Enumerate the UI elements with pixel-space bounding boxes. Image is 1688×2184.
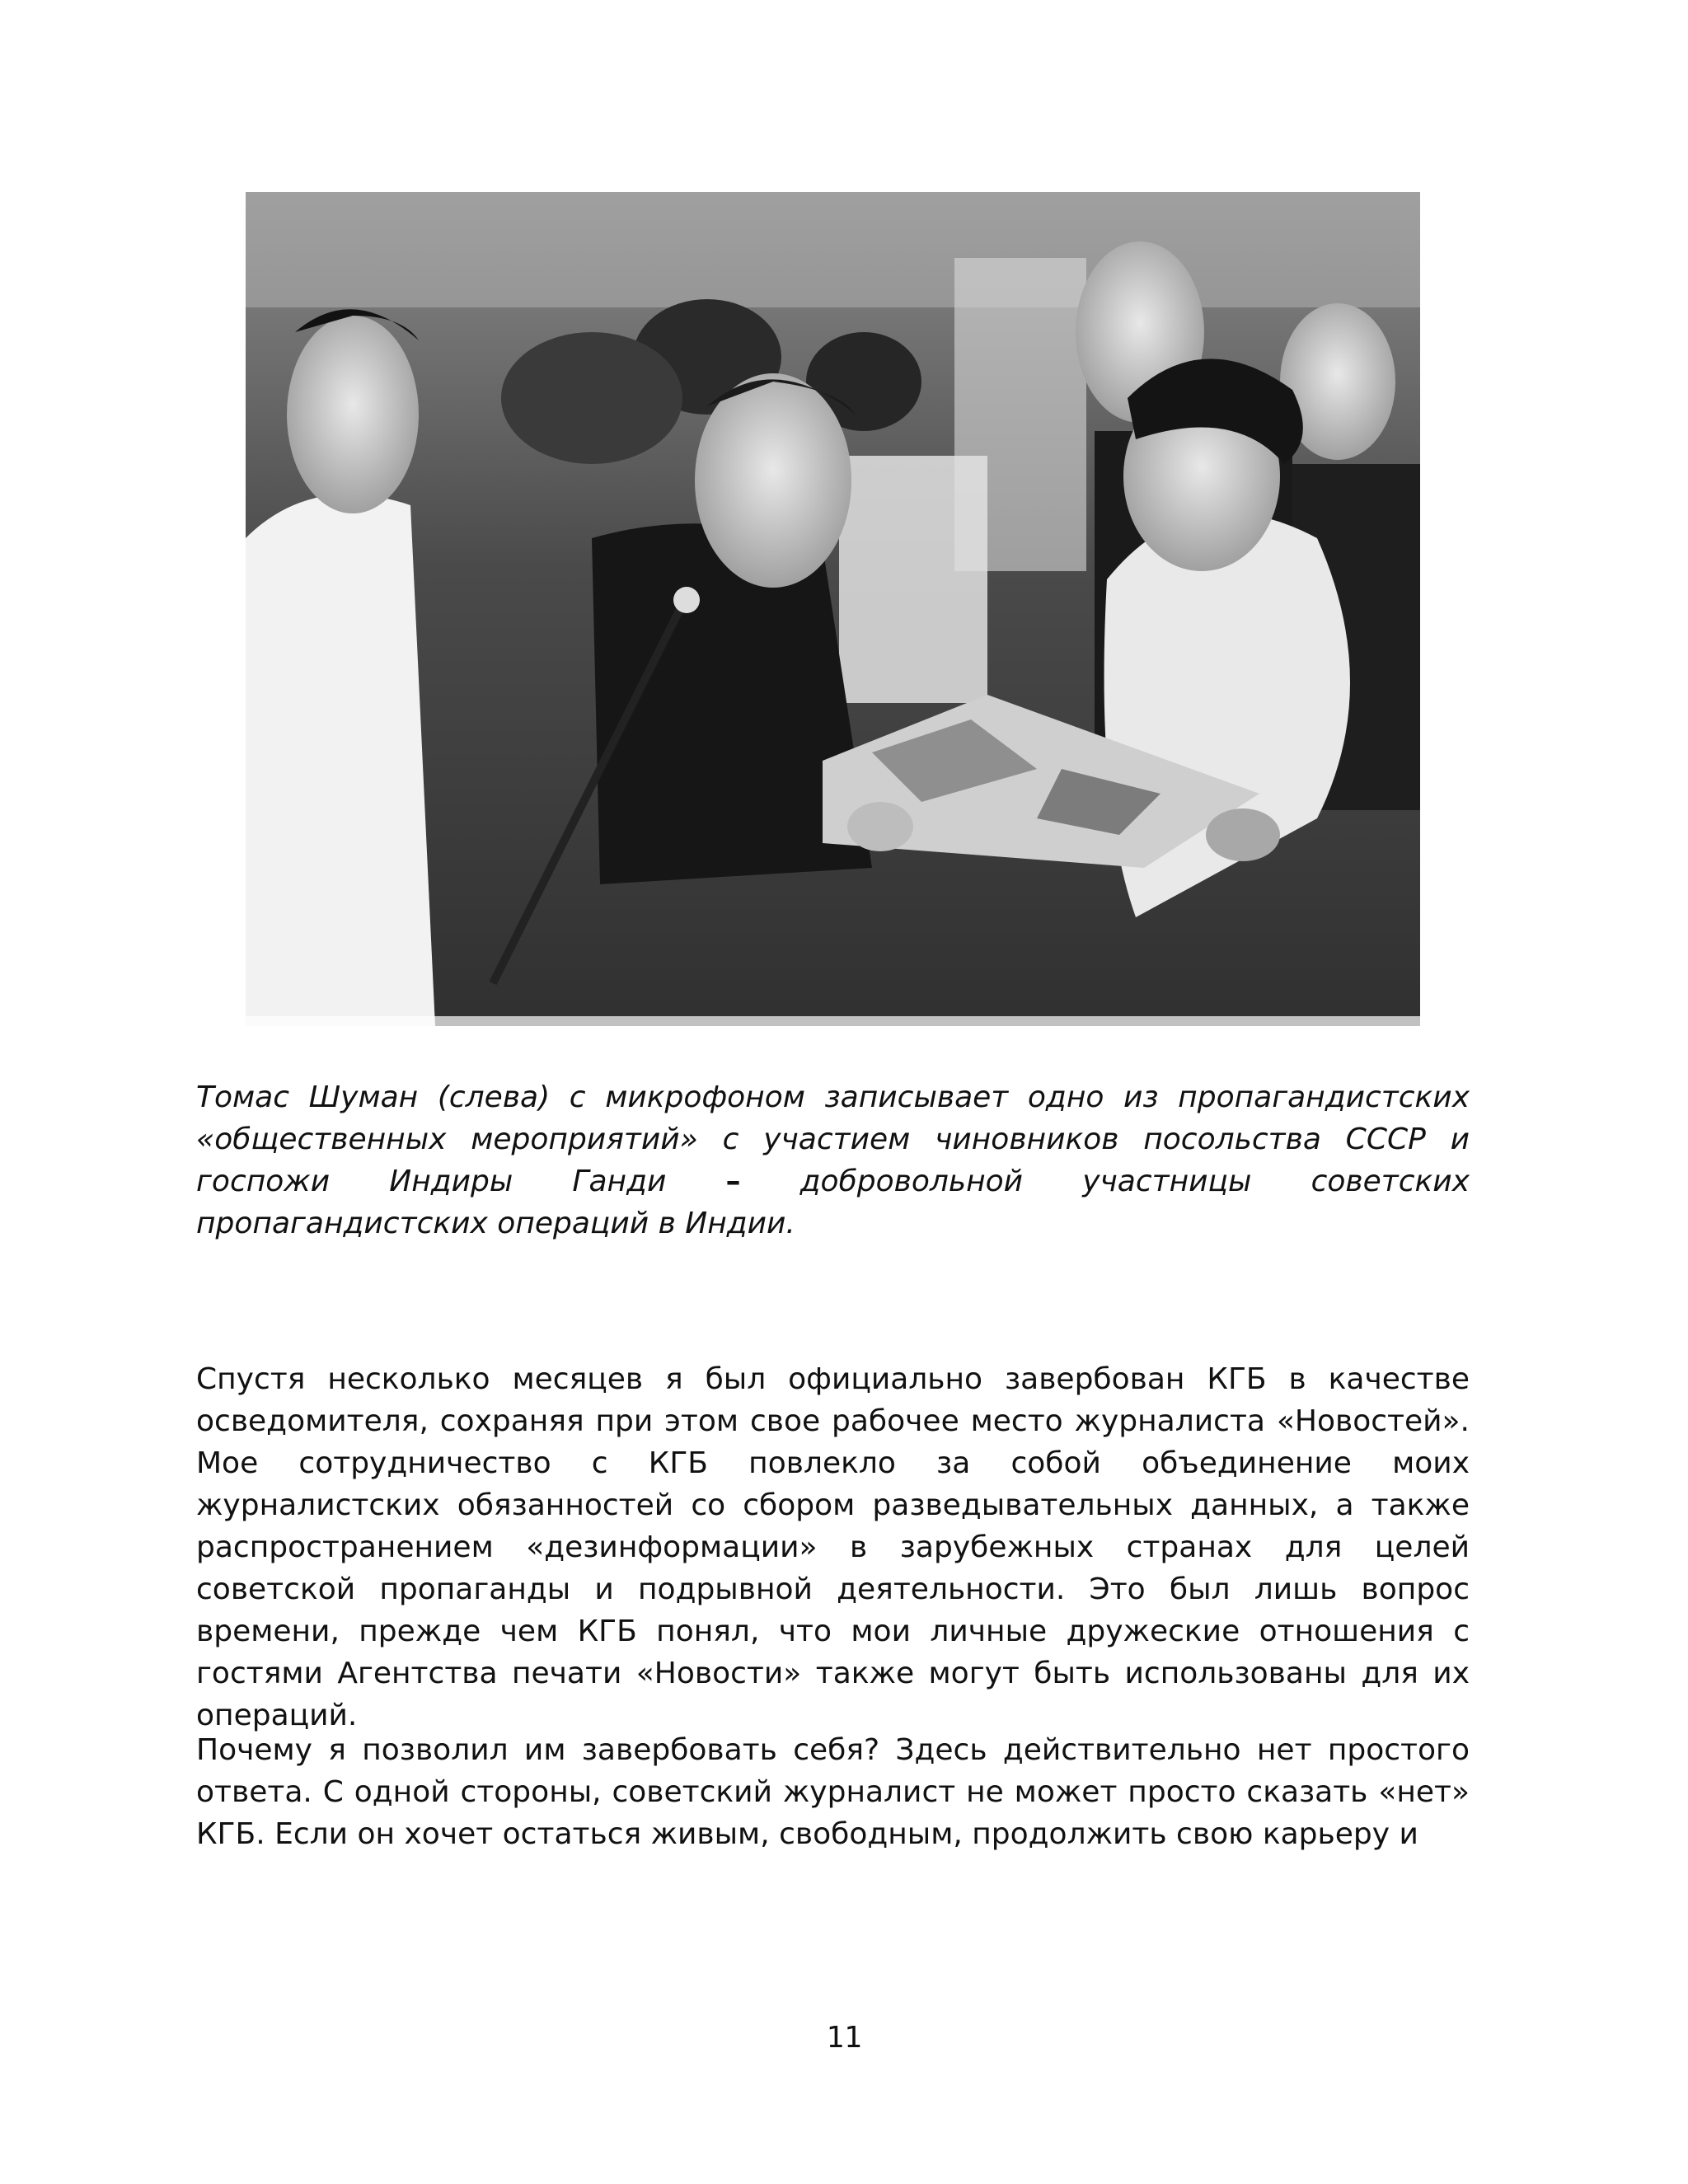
caption-text-end: добровольной участницы советских пропагандистских операций в Индии. xyxy=(196,1165,1470,1240)
body-paragraph-1: Спустя несколько месяцев я был официально завербован КГБ в качестве осведомителя, сохраняя при этом свое рабочее место журналиста «Новостей». Мое сотрудничество с КГБ повлекло за собой объединение моих журналистских обязанностей со сбором разведывательных данных, а также распространением «дезинформации» в зарубежных странах для целей советской пропаганды и подрывной деятельности. Это был лишь вопрос времени, прежде чем КГБ понял, что мои личные дружеские отношения с гостями Агентства печати «Новости» также могут быть использованы для их операций. xyxy=(196,1362,1470,1732)
page-number: 11 xyxy=(826,2021,862,2055)
caption-dash: – xyxy=(725,1165,741,1198)
body-paragraph-2: Почему я позволил им завербовать себя? Здесь действительно нет простого ответа. С одной стороны, советский журналист не может просто сказать «нет» КГБ. Если он хочет остаться живым, свободным, продолжить свою карьеру и xyxy=(196,1733,1470,1851)
figure-caption xyxy=(196,1076,1470,1244)
caption-text-start: Томас Шуман (слева) с микрофоном записывает одно из пропагандистских «общественных мероприятий» с участием чиновников посольства СССР и госпожи Индиры Ганди xyxy=(196,1080,1470,1198)
photograph xyxy=(246,192,1420,1026)
photograph-image xyxy=(246,192,1420,1026)
